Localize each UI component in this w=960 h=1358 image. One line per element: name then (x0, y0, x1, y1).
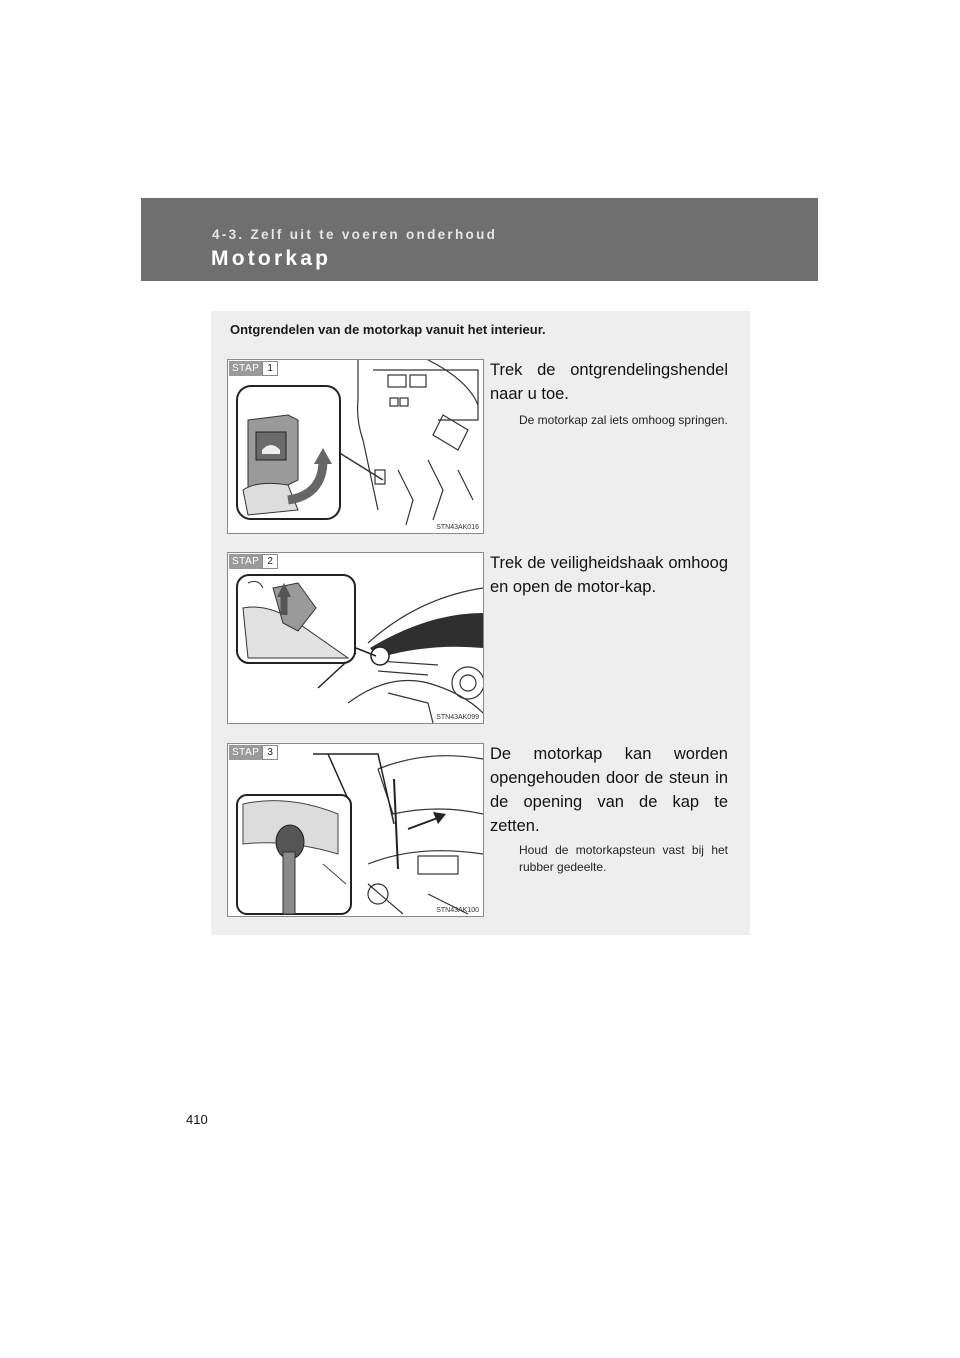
figure-code: STN43AK016 (436, 524, 479, 531)
page-title: Motorkap (211, 247, 332, 270)
figure-code: STN43AK100 (436, 907, 479, 914)
step-badge-number: 3 (262, 745, 278, 760)
step-1-note: De motorkap zal iets omhoog springen. (519, 413, 728, 427)
section-label: 4-3. Zelf uit te voeren onderhoud (212, 227, 498, 242)
step-3-figure (227, 743, 484, 917)
instruction-panel (211, 311, 750, 935)
step-badge-number: 2 (262, 554, 278, 569)
step-2-badge (229, 554, 278, 569)
step-3-text: De motorkap kan worden opengehouden door de steun in de opening van de kap te zetten. (490, 745, 728, 835)
step-badge-word: STAP (229, 745, 262, 760)
step-1-figure (227, 359, 484, 534)
hood-support-rod-illustration (228, 744, 484, 917)
step-badge-word: STAP (229, 554, 262, 569)
step-2-text: Trek de veiligheidshaak omhoog en open de motor-kap. (490, 554, 728, 596)
safety-catch-illustration (228, 553, 484, 724)
step-1-badge (229, 361, 278, 376)
figure-code: STN43AK099 (436, 714, 479, 721)
step-badge-word: STAP (229, 361, 262, 376)
page-number: 410 (186, 1112, 208, 1127)
step-badge-number: 1 (262, 361, 278, 376)
step-3-note: Houd de motorkapsteun vast bij het rubber gedeelte. (519, 843, 728, 874)
intro-heading: Ontgrendelen van de motorkap vanuit het interieur. (230, 322, 546, 337)
hood-release-lever-illustration (228, 360, 484, 534)
step-2-figure (227, 552, 484, 724)
step-3-badge (229, 745, 278, 760)
section-header (141, 198, 818, 281)
step-1-text: Trek de ontgrendelingshendel naar u toe. (490, 361, 728, 403)
